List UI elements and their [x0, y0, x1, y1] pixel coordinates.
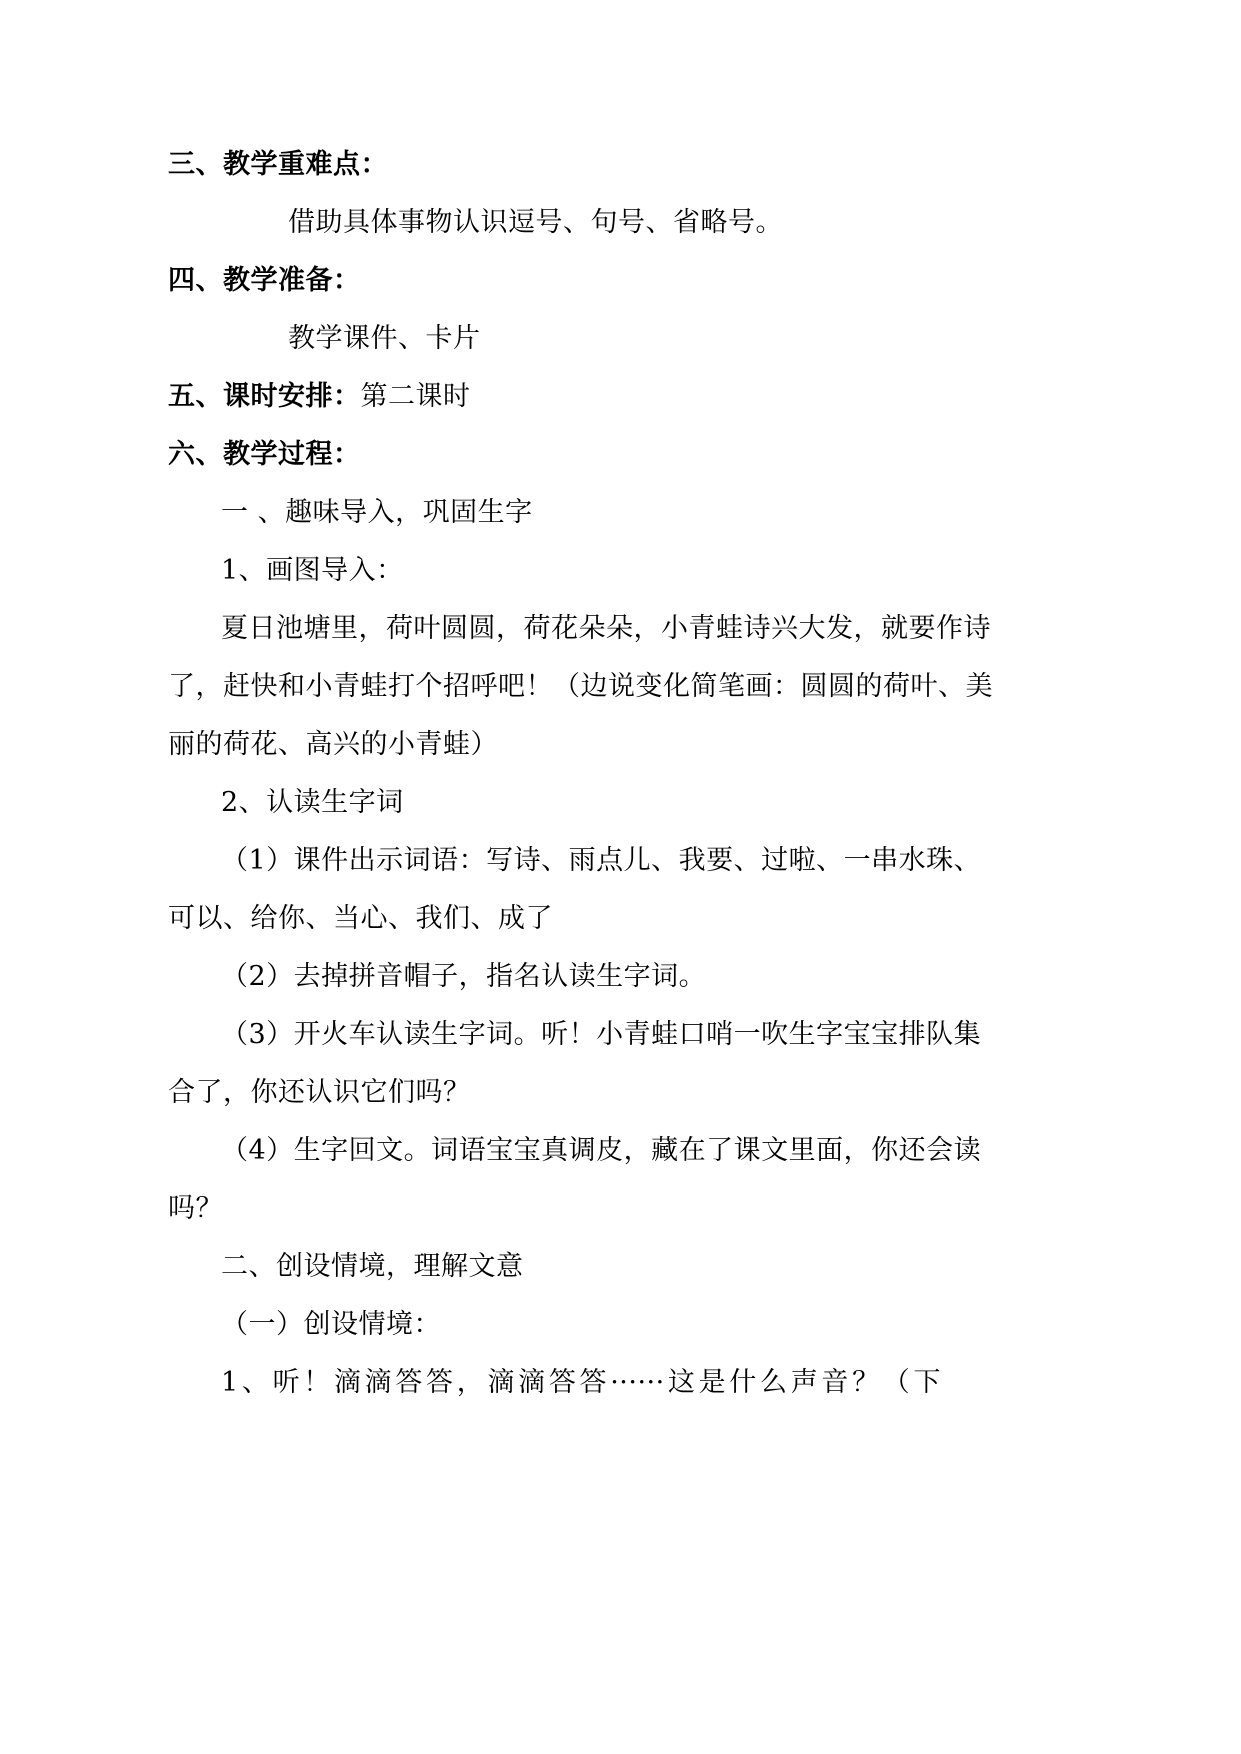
part-1-title: 一 、趣味导入，巩固生字	[221, 497, 533, 528]
step-3-line-2: 合了，你还认识它们吗？	[168, 1077, 471, 1108]
section-3-body: 借助具体事物认识逗号、句号、省略号。	[288, 207, 783, 238]
section-5-line	[168, 380, 471, 414]
sub-1-title: （一）创设情境：	[221, 1309, 441, 1340]
item-1-paragraph-line-1: 夏日池塘里，荷叶圆圆，荷花朵朵，小青蛙诗兴大发，就要作诗	[221, 613, 991, 644]
step-1-line-2: 可以、给你、当心、我们、成了	[168, 903, 553, 934]
item-1-paragraph-line-3: 丽的荷花、高兴的小青蛙）	[168, 729, 498, 760]
step-4-line-1: （4）生字回文。词语宝宝真调皮，藏在了课文里面，你还会读	[221, 1135, 982, 1166]
item-1-title: 1、画图导入：	[221, 555, 404, 586]
step-3-line-1: （3）开火车认读生字词。听！小青蛙口哨一吹生字宝宝排队集	[221, 1019, 982, 1050]
section-5-value: 第二课时	[360, 381, 471, 412]
section-4-heading: 四、教学准备：	[168, 265, 361, 296]
section-3-heading: 三、教学重难点：	[168, 149, 388, 180]
item-1-paragraph-line-2: 了，赶快和小青蛙打个招呼吧！（边说变化简笔画：圆圆的荷叶、美	[168, 671, 993, 702]
part-2-title: 二、创设情境，理解文意	[221, 1251, 524, 1282]
step-1-line-1: （1）课件出示词语：写诗、雨点儿、我要、过啦、一串水珠、	[221, 845, 982, 876]
section-6-heading: 六、教学过程：	[168, 439, 361, 470]
section-4-body: 教学课件、卡片	[288, 323, 481, 354]
step-4-line-2: 吗？	[168, 1193, 223, 1224]
section-5-heading: 五、课时安排：	[168, 381, 361, 412]
item-2-title: 2、认读生字词	[221, 787, 404, 818]
sub-1-line-1: 1、听！滴滴答答，滴滴答答······这是什么声音？（下	[221, 1367, 941, 1398]
step-2: （2）去掉拼音帽子，指名认读生字词。	[221, 961, 707, 992]
